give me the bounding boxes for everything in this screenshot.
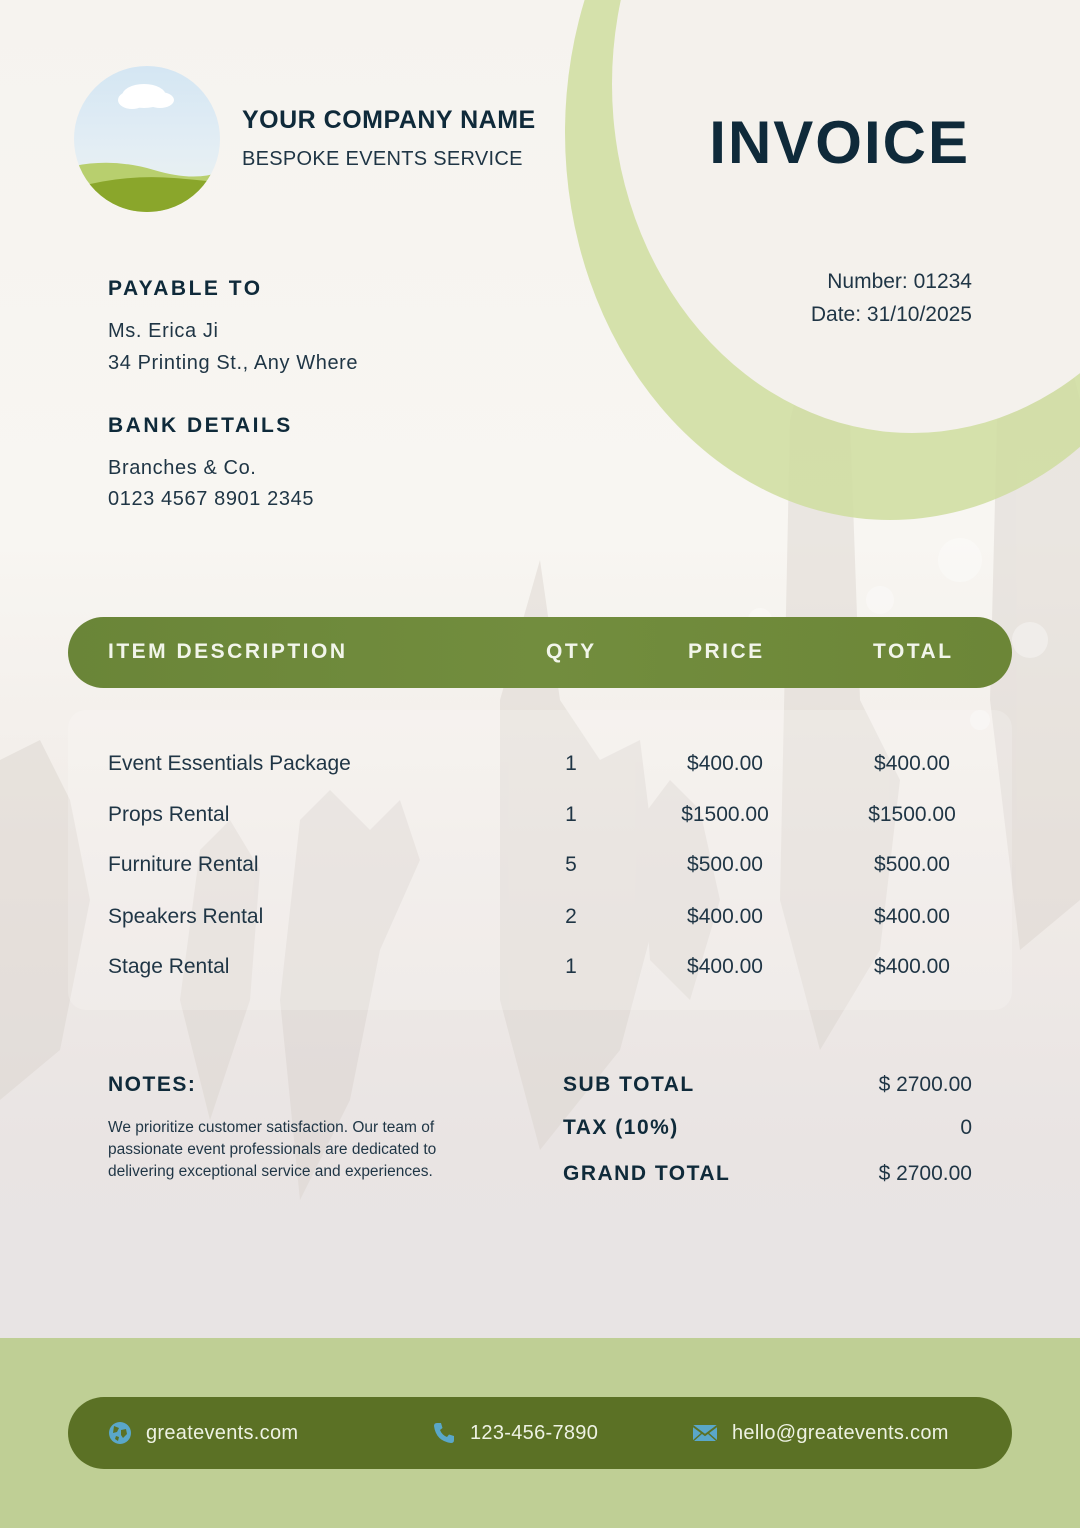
table-row — [0, 905, 1080, 945]
row-qty: 2 — [565, 905, 577, 928]
row-price: $400.00 — [687, 955, 763, 978]
row-price: $500.00 — [687, 853, 763, 876]
header-total: TOTAL — [873, 640, 954, 663]
row-qty: 1 — [565, 803, 577, 826]
company-logo — [74, 66, 220, 212]
globe-icon — [108, 1421, 132, 1445]
website-contact[interactable] — [108, 1397, 298, 1469]
table-header — [68, 617, 1012, 688]
company-name: YOUR COMPANY NAME — [242, 106, 536, 134]
notes-text: We prioritize customer satisfaction. Our team of passionate event professionals are dedicated to delivering exceptional service and experiences. — [108, 1119, 437, 1180]
envelope-icon — [692, 1423, 718, 1443]
row-description: Furniture Rental — [108, 853, 259, 876]
header-price: PRICE — [688, 640, 765, 663]
table-row — [0, 803, 1080, 843]
row-total: $500.00 — [874, 853, 950, 876]
row-price: $400.00 — [687, 752, 763, 775]
landscape-icon — [74, 66, 220, 212]
table-row — [0, 955, 1080, 995]
grand-total-value: $ 2700.00 — [878, 1162, 972, 1185]
payable-to-address: 34 Printing St., Any Where — [108, 352, 359, 374]
header-qty: QTY — [546, 640, 597, 663]
row-total: $400.00 — [874, 752, 950, 775]
subtotal-value: $ 2700.00 — [878, 1073, 972, 1096]
row-qty: 5 — [565, 853, 577, 876]
subtotal-label: SUB TOTAL — [563, 1073, 695, 1096]
bank-details-heading: BANK DETAILS — [108, 414, 293, 437]
invoice-date: Date: 31/10/2025 — [810, 303, 972, 326]
row-price: $400.00 — [687, 905, 763, 928]
row-price: $1500.00 — [681, 803, 769, 826]
row-description: Props Rental — [108, 803, 230, 826]
header-description: ITEM DESCRIPTION — [108, 640, 348, 663]
tax-label: TAX (10%) — [563, 1116, 679, 1139]
row-description: Event Essentials Package — [108, 752, 351, 775]
invoice-number: Number: 01234 — [827, 270, 972, 293]
website-text: greatevents.com — [146, 1421, 299, 1444]
contact-bar — [68, 1397, 1012, 1469]
table-row — [0, 752, 1080, 792]
payable-to-name: Ms. Erica Ji — [108, 320, 219, 342]
company-tagline: BESPOKE EVENTS SERVICE — [242, 148, 523, 170]
phone-contact[interactable] — [432, 1397, 598, 1469]
row-total: $1500.00 — [868, 803, 956, 826]
row-total: $400.00 — [874, 905, 950, 928]
row-qty: 1 — [565, 752, 577, 775]
grand-total-label: GRAND TOTAL — [563, 1162, 731, 1185]
email-text: hello@greatevents.com — [732, 1421, 949, 1444]
row-description: Speakers Rental — [108, 905, 264, 928]
table-row — [0, 853, 1080, 893]
phone-icon — [432, 1421, 456, 1445]
notes-heading: NOTES: — [108, 1073, 197, 1096]
invoice-title: INVOICE — [709, 109, 970, 176]
row-total: $400.00 — [874, 955, 950, 978]
payable-to-heading: PAYABLE TO — [108, 277, 263, 300]
row-description: Stage Rental — [108, 955, 230, 978]
tax-value: 0 — [960, 1116, 972, 1139]
bank-account: 0123 4567 8901 2345 — [108, 488, 315, 510]
phone-text: 123-456-7890 — [470, 1421, 599, 1444]
email-contact[interactable] — [692, 1397, 949, 1469]
row-qty: 1 — [565, 955, 577, 978]
bank-name: Branches & Co. — [108, 457, 257, 479]
